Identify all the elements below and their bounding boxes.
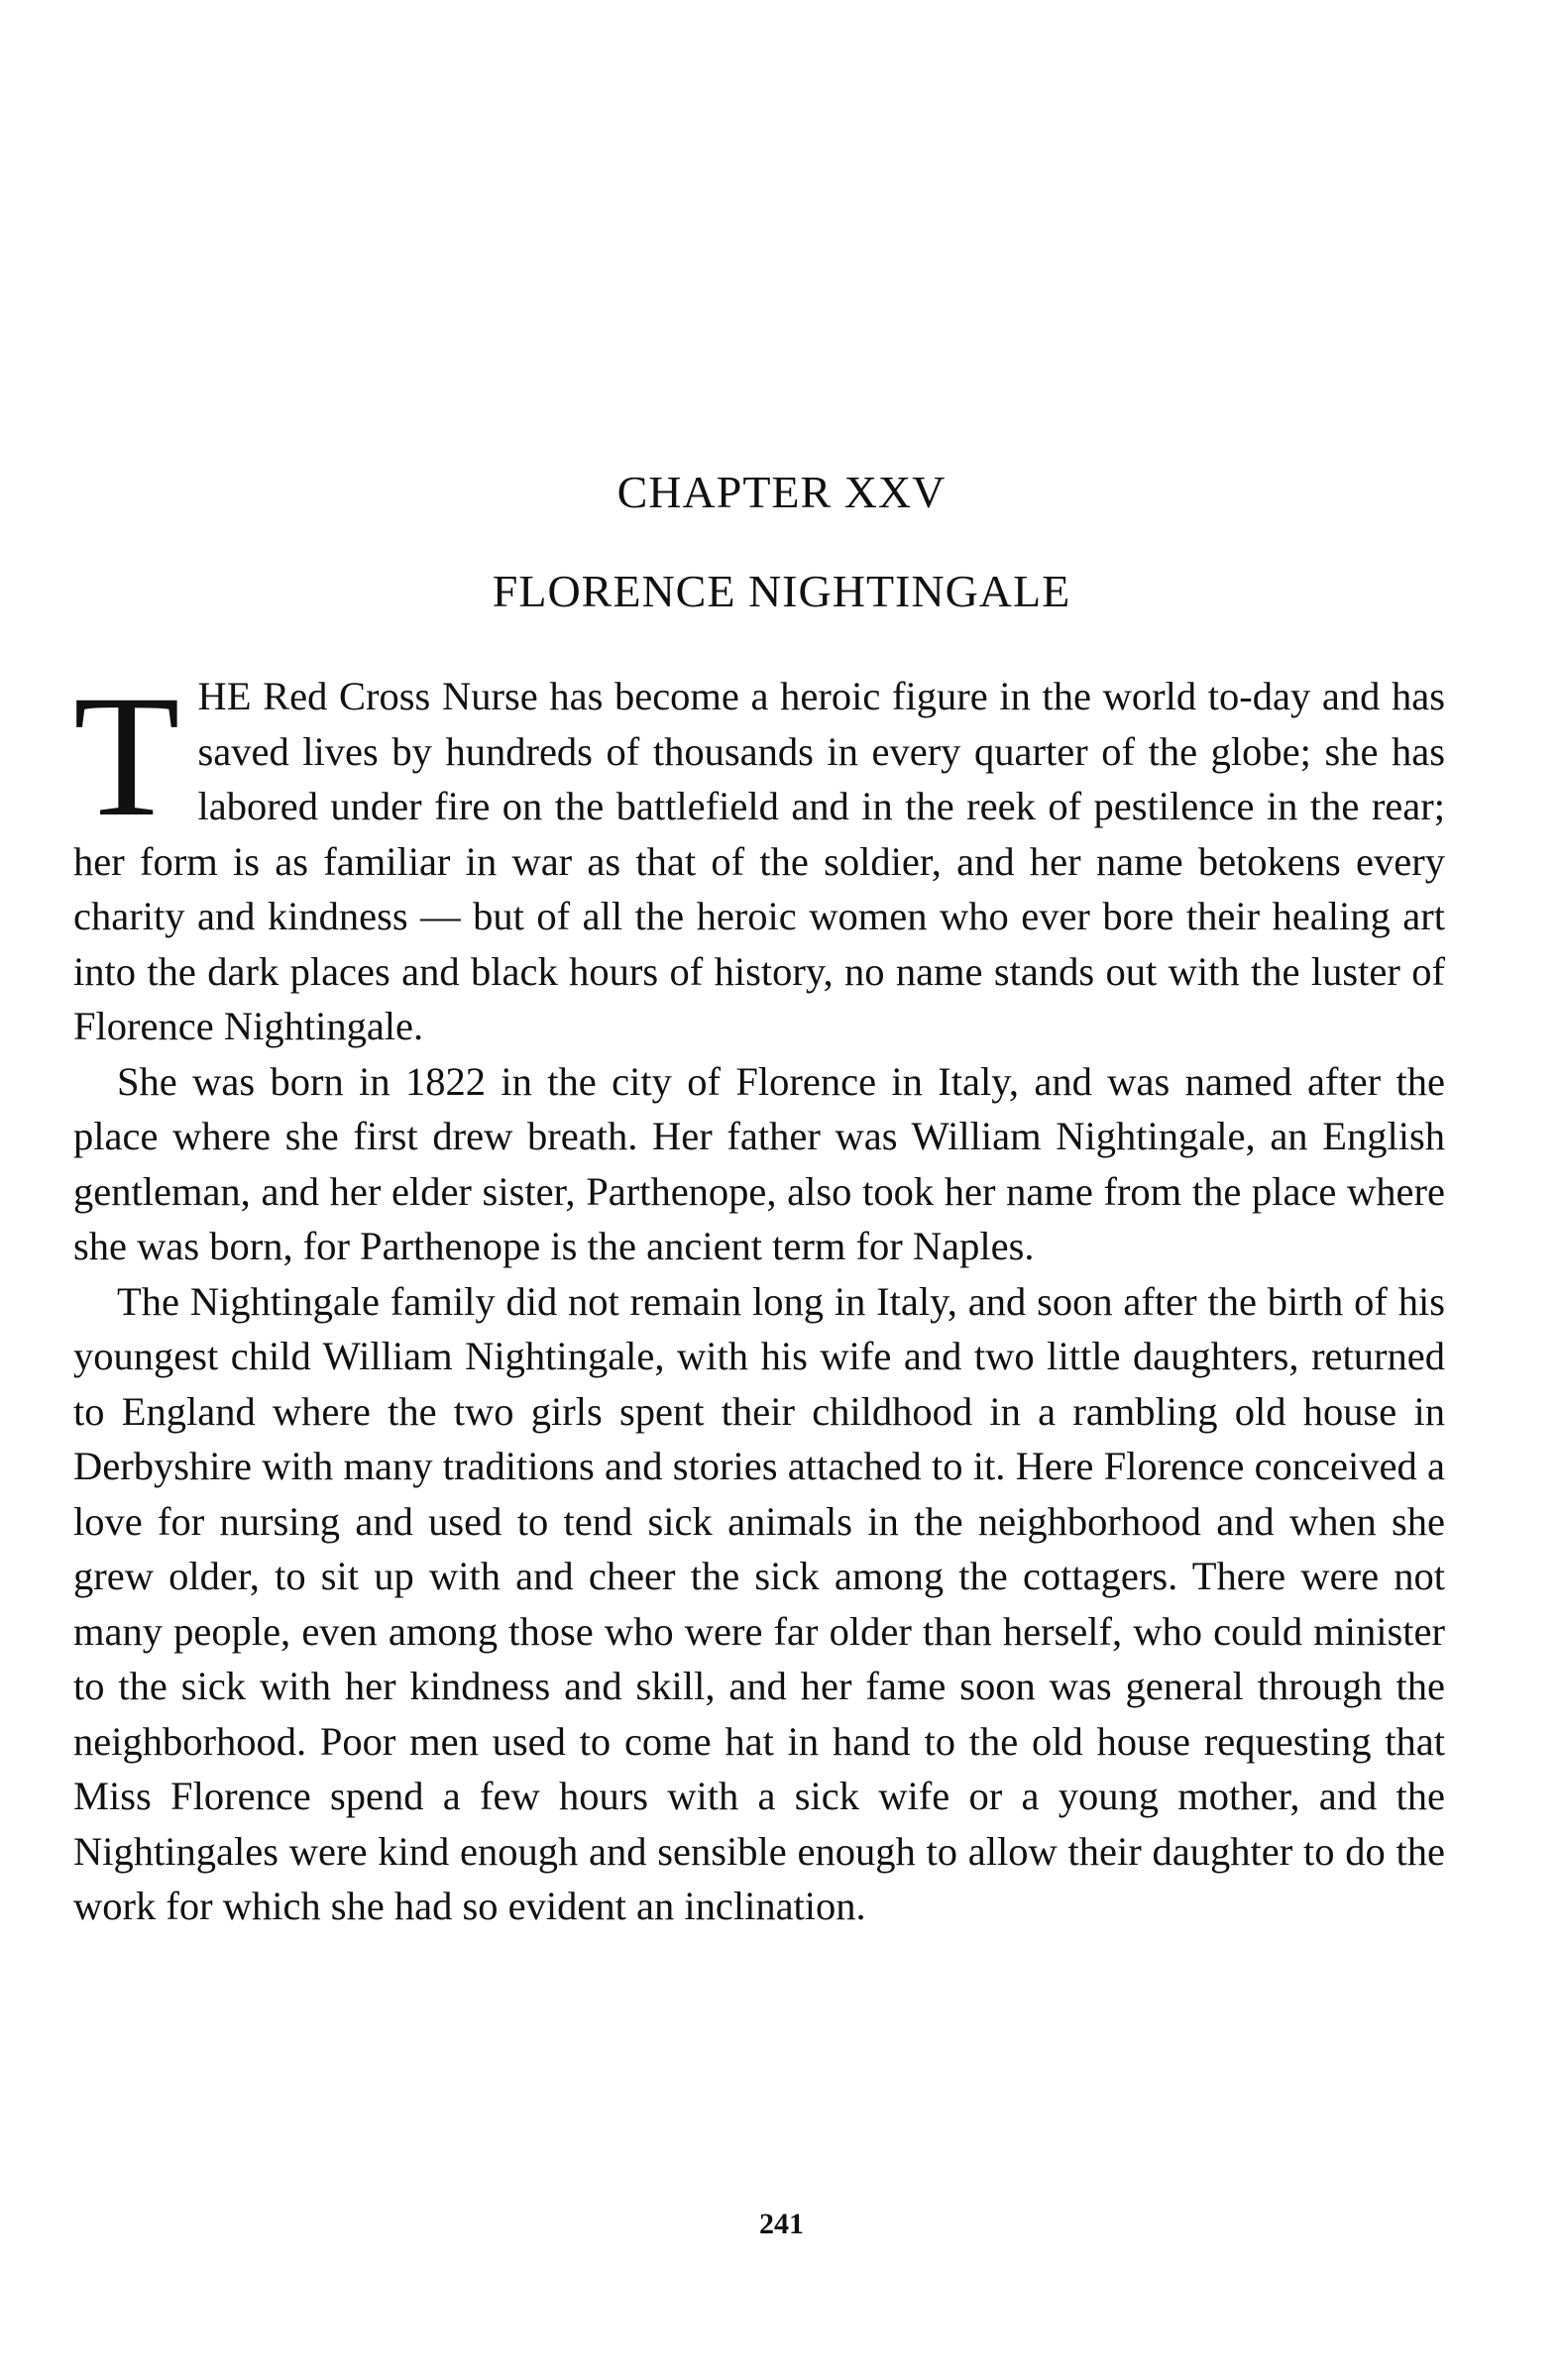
paragraph-1 xyxy=(73,660,1445,1054)
paragraph-3: The Nightingale family did not remain long in Italy, and soon after the birth of his youngest child William Nightingale, with his wife and two little daughters, returned to England where the two girls spent their childhood in a rambling old house in Derbyshire with many traditions and stories attached to it. Here Florence conceived a love for nursing and used to tend sick animals in the neighborhood and when she grew older, to sit up with and cheer the sick among the cottagers. There were not many people, even among those who were far older than herself, who could minister to the sick with her kindness and skill, and her fame soon was general through the neighborhood. Poor men used to come hat in hand to the old house requesting that Miss Florence spend a few hours with a sick wife or a young mother, and the Nightingales were kind enough and sensible enough to allow their daughter to do the work for which she had so evident an inclination. xyxy=(73,1278,1445,1928)
chapter-title: FLORENCE NIGHTINGALE xyxy=(492,566,1071,616)
paragraph-1-text: Red Cross Nurse has become a heroic figure in the world to-day and has saved lives by hundreds of thousands in every quarter of the globe; she has labored under fire on the battlefield and in the reek of pestilence in the rear; her form is as familiar in war as that of the soldier, and her name betokens every charity and kindness — but of all the heroic women who ever bore their healing art into the dark places and black hours of history, no name stands out with the luster of Florence Nightingale. xyxy=(73,674,1445,1048)
drop-cap: T xyxy=(73,660,180,853)
paragraph-2: She was born in 1822 in the city of Florence in Italy, and was named after the place where she first drew breath. Her father was William Nightingale, an English gentleman, and her elder sister, Parthenope, also took her name from the place where she was born, for Parthenope is the ancient term for Naples. xyxy=(73,1058,1445,1268)
page-number: 241 xyxy=(759,2208,804,2240)
chapter-number: CHAPTER XXV xyxy=(616,467,947,517)
chapter-body xyxy=(73,660,1445,1934)
lead-in: HE xyxy=(197,674,252,718)
